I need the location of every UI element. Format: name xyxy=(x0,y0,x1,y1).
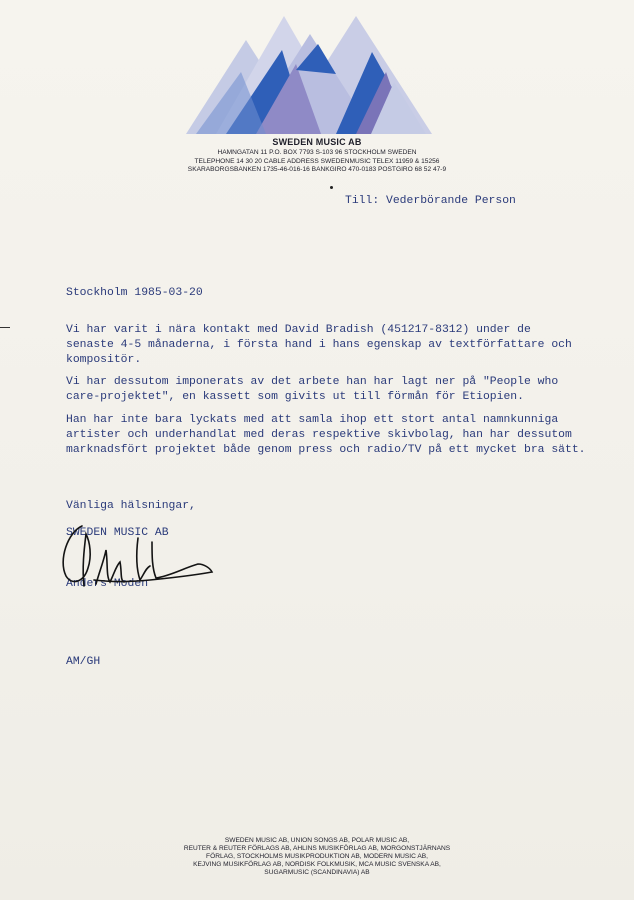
signatory-company: SWEDEN MUSIC AB xyxy=(66,527,169,539)
footer-line-5: SUGARMUSIC (SCANDINAVIA) AB xyxy=(264,869,370,876)
footer-line-3: FÖRLAG, STOCKHOLMS MUSIKPRODUKTION AB, MODERN MUSIC AB, xyxy=(206,853,428,860)
mountain-peaks-logo-icon xyxy=(186,12,436,136)
paragraph-1-line-2: senaste 4-5 månaderna, i första hand i hans egenskap av textförfattare och xyxy=(66,339,572,351)
footer-line-2: REUTER & REUTER FÖRLAGS AB, AHLINS MUSIKFÖRLAG AB, MORGONSTJÄRNANS xyxy=(183,845,451,852)
letterhead-address: HAMNGATAN 11 P.O. BOX 7793 S-103 96 STOCKHOLM SWEDEN xyxy=(217,149,417,156)
paragraph-1-line-1: Vi har varit i nära kontakt med David Bradish (451217-8312) under de xyxy=(66,324,531,336)
recipient-line: Till: Vederbörande Person xyxy=(345,195,516,207)
footer-line-1: SWEDEN MUSIC AB, UNION SONGS AB, POLAR MUSIC AB, xyxy=(224,837,410,844)
paragraph-3-line-2: artister och underhandlat med deras respektive skivbolag, han har dessutom xyxy=(66,429,572,441)
handwritten-signature-icon xyxy=(60,520,230,600)
footer-line-4: KEJVING MUSIKFÖRLAG AB, NORDISK FOLKMUSIK, MCA MUSIC SVENSKA AB, xyxy=(193,861,441,868)
date-line: Stockholm 1985-03-20 xyxy=(66,287,203,299)
fold-mark xyxy=(0,327,10,328)
letterhead-bank: SKARABORGSBANKEN 1735-46-016-16 BANKGIRO 470-0183 POSTGIRO 68 52 47-9 xyxy=(187,166,447,173)
paragraph-3-line-1: Han har inte bara lyckats med att samla ihop ett stort antal namnkunniga xyxy=(66,414,559,426)
paragraph-3-line-3: marknadsfört projektet både genom press och radio/TV på ett mycket bra sätt. xyxy=(66,444,586,456)
closing-line: Vänliga hälsningar, xyxy=(66,500,196,512)
paragraph-2-line-1: Vi har dessutom imponerats av det arbete han har lagt ner på "People who xyxy=(66,376,559,388)
paragraph-2-line-2: care-projektet", en kassett som givits ut till förmån för Etiopien. xyxy=(66,391,524,403)
initials: AM/GH xyxy=(66,656,101,668)
punch-dot xyxy=(330,186,333,189)
paragraph-1-line-3: kompositör. xyxy=(66,354,142,366)
signatory-name: Anders Moden xyxy=(66,578,149,590)
company-name: SWEDEN MUSIC AB xyxy=(272,137,362,147)
letterhead-telephone: TELEPHONE 14 30 20 CABLE ADDRESS SWEDENMUSIC TELEX 11959 & 15256 xyxy=(194,158,440,165)
